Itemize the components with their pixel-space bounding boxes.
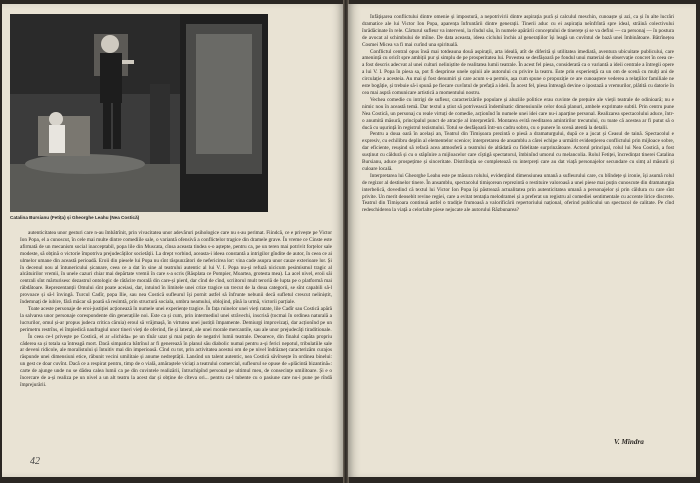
right-page <box>348 4 696 477</box>
paragraph: Conflictul central opus însă mai totdeauna două aspirații, arta ideală, atît de diferită și utilitatea imediată, aventura ubicuitate publicului, care amenință cu oricît spre ambiții pur și simplu de pe prosperitatea lui. Povestea se desfășoară pe fondul unui material de observație concret în ceea ce-a fost descris adecvat al unei culturi neliniștite de realitatea lumii teatrale. În acest fel piesa, considerată ca o variantă a ideii centrale a întregii opere a lui V. I. Popa în piesa sa, pot fi desprinse unele opinii ale autorului cu privire la teatru. Este prin experiență ca un om de scenă cu mulți ani de circulație a acesteia. Au mai și fost denumiri și care acum s-a permis, așa cum spune o propoziție ce are cunoaștere vederea a relațiilor familiale ne este bogăție, și trebuie să-i spună pe fiecare cuvîntul de prefață a ideii. În acest fel, piesa întreagă devine o ipostază a vremurilor, plătită cu datorie în cea mai aspră comunicare artistică a momentului nostru. <box>362 48 674 96</box>
photo-caption: Catalina Bursianu (Fetița) și Gheorghe Leahu (Nea Costică) <box>10 215 140 220</box>
paragraph: Interpretarea lui Gheorghe Leahu este pe măsura rolului, evidențiind dimensiunea umană a sufleurului care, cu blîndețe și ironie, își asumă rolul de regizor al destinelor tinere. În ansamblu, spectacolul timișorean reprezintă o restituire valoroasă a unei piese mai puțin cunoscute din dramaturgia interbelică, dovedind că textul lui Victor Ion Popa își păstrează actualitatea prin autenticitatea umană a personajelor și prin căldura cu care sînt privite. Un merit deosebit revine regiei, care a evitat tentația melodramei și a preferat un registru al comediei sentimentale cu accente lirice discrete. Teatrul din Timișoara continuă astfel o tradiție frumoasă a valorificării repertoriului național, oferind publicului un spectacol de calitate. Pe cînd redeschiderea la viață a celorlalte piese nejucate ale autorului Răzbunarea? <box>362 172 674 214</box>
production-photo <box>10 14 268 212</box>
paragraph: Înfățișarea conflictului dintre omenie și impostură, a nepotrivirii dintre aspirația pură și calculul meschin, cunoaște și azi, ca și în alte lucrări dramatice ale lui Victor Ion Popa, aparența înfruntării dintre generații. Tinerii aduc cu ei aspirația neînfrîntă spre ideal, străină colectivului înrădăcinate în rele. Cărturul sufleur va interveni, la rîndul său, în numele apărării conceptului de tinerețe și se va defini — ca personaj — în postura de avocat al schimbului de mîine. De data aceasta, ideea ciclului închis al generațiilor își leagă un cuvîntul de bază unei îmbinătoare. Bătrînețea Cosmei Micea va fi mai curînd una spirituală. <box>362 14 674 48</box>
author-signature: V. Mîndra <box>614 438 644 446</box>
paragraph: Pentru a doua oară în același an, Teatrul din Timișoara prezintă o piesă a dramaturgului, după ce a jucat și Ceasul de taină. Spectacolul e expresiv, cu echilibru deplin al elementelor scenice; interpretarea de ansamblu a cărei echipe a urmărit evidențierea conflictului prin mijloace sobre, dar eficiente, reușind să refacă acea atmosferă a teatrului de altădată cu fidelitate surprinzătoare. Actorul principal, rolul lui Nea Costică, a fost susținut cu căldură și cu o stăpînire a mijloacelor care cîștigă spectatorul, îmbinînd umorul cu melancolia. Rolul Fetiței, încredințat tinerei Catalina Bursianu, aduce prospețime și sinceritate. Distribuția se completează cu interpreți care au dat viață personajelor secundare cu simț al măsurii și culoare locală. <box>362 131 674 172</box>
right-page-text <box>362 14 674 444</box>
left-page <box>2 4 344 477</box>
page-number: 42 <box>30 456 40 467</box>
paragraph: autenticitatea unor gesturi care n-au îmbătrînit, prin vivacitatea unor adevăruri psihologice care nu s-au perimat. Fiindcă, ce e privește pe Victor Ion Popa, el a cunoscut, în cele mai multe dintre comediile sale, o variantă ofensivă a conflictelor tragice din dramele grave. În vreme ce Cinste este afirmată de un mecanism social inacceptabil, popa lile din Muscata, cînsa aceasta tindea s-o aștepte, pentru ca, pe un teren mai potrivit forțelor sale modeste, să obțină o victorie împotriva prejudecăților societății. La drept vorbind, aceasta-i ideea constantă a intrigilor gîndite de autor, în ceea ce ai ulmelor umane din această perioadă. Eroii din piesele lui Popa nu sînt răspunzători de nefericirea lor: vina cade asupra unor cauze exterioare lor. Și în decenul nou al întunericului șicanare, ceea ce a dat în sine al teatrului autentic al lui V. I. Popa nu-și refuză nicicum pesimismul tragic al alcătuirilor vremii, în unele cazuri chiar mai depărtate vremii în care s-a scris (Răsplata ce Pompier, Moartea, grotesta mea). La acel nivel, eroii săi centrali sînt mărturisesc dezastrul ontologic de rătăcire morală din care-și pierd, dar cînd de cînd, scriitorul mult teroriă de lupta pe o platformă mai răbdătoare. Reprezentanții Omului sînt poate aceiasi, dar, intuind în limitele unei crize tragice un trecut de la doua categorii, se sînt capabili să-l provoace și să-l învingă. Turcul Cadîr, popa Ilie, sau nea Costică sufleurul își pornit astfel să înfrunte nebunii decă sufletul crescut neliniștit, îndemnați de iubire, fără măcar să poată să resimtă, prin structură sociala, umbra neamului, oblojind, pînă la urmă, victorii parțiale. <box>20 230 332 306</box>
left-page-text <box>20 230 332 462</box>
paragraph: În ceea ce-l privește pe Costică, el ar »lichida« pe un tînăr uzat și mai puțin de negativi lumii teatrale. Deoarece, din finalul capăta propriu căderea sa și totala sa întreagă mort. Dacă simpatica bătrînul ar fi generează în planul său diabolic numai pentru a-și ferici nepotul, tribulatiile sale ar deveni ridicole, ale moralistului și întuitiv mai din imperioasă. Cînd cu tot, prin activitatea acestui om de pe nivel îndrăzneț caracterizăm curajos răspunde unei dimensiuni etice, răbunit vecini umilitaie și anume nedreptății. Lansînd un talent autentic, nea Costică săvîrsește în ordinea binelui: un gest ce doar cuvînt. Dacă ce a respirat pentru, timp de o vială, amăraștele viciați a teatrului comercial, sufleurul se opuse de »plăcintă bizantină«: carte de ajunge unde nu se dădea calea lumii ca pe din cuvintele realizării, întruchipînd personal pe ultimul meu, de consecințe umilitoare. Și e o încercare de a-și realiza pe un nivel a un alt teatru la acest dar și obține de cîteva ori... pentru ca-l tubente cu o pasiune care nu-i pune pe rîndă împrejurării. <box>20 333 332 388</box>
paragraph: Vechea comedie cu intrigi de sufleur, caracterizările populare și aluziile politice erau cuvinte de prețuire ale vieții teatrale de odinioară; nu e nimic nou în această temă. Dar textul a știut să potrivească îndemînatic dimensiunile celor două planuri, ambele exprimate subtil. Prin centru pune Nea Costică, un personaj cu reale virtuți de comedie, acționînd în numele unei idei care nu-i aparține personal. Realizarea spectacolului aduce, într-o anumită măsură, principalul punct de atracție al interpretării. Montarea evită reeditarea amintirilor trecutului, cu toate că acestea ar fi putut să o ducă cu ușurință în registrul tezismului. Totul se desfășoară într-un cadru sobru, cu o punere în scenă atentă la detalii. <box>362 96 674 131</box>
paragraph: Toate aceste personaje de eroi-justiției acționează în numele unei experiențe tragice. În fața ruinelor unei vieți ratate, lile Cadîr sau Costică apără la salvarea unor personaje corespondente din generațiile noi. Este ca și cum, prin intermediul unei străvechi, inscrisă (tocmai în ordinea naturală a lucrurilor, omul și-ar propus judeca critica căruia) eroul să vrăjmașă, în virtutea unei justiții împamente. Demiurgi improvizați, dar acționînd pe un perimetru restrîns, ei împiedică naufragiul unor tineri vieți de oferind, fie și lateral, ale unei morale mercantile, sau ale unor prejudecăți tiraditionale. <box>20 305 332 333</box>
